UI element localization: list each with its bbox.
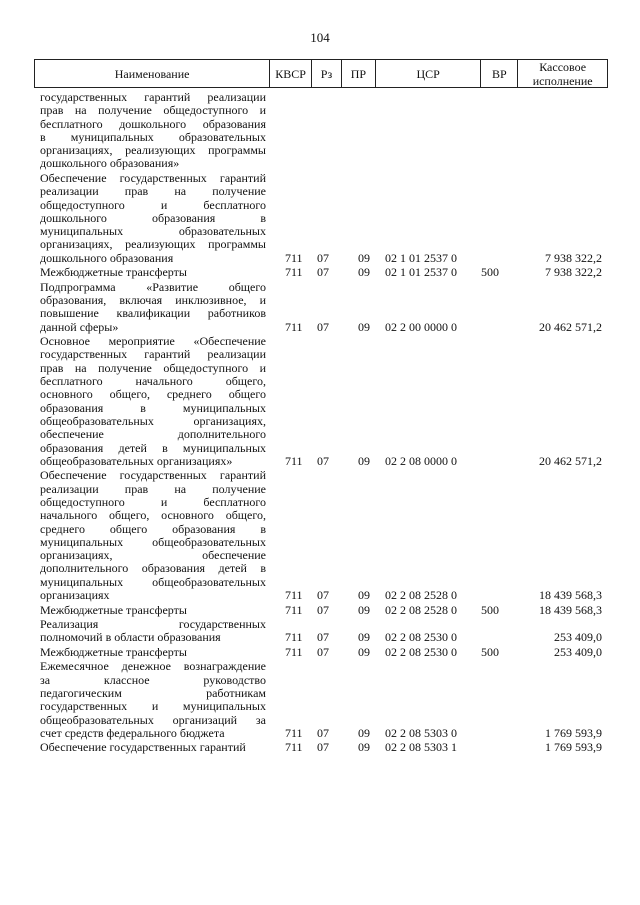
row-name-line: счет средств федерального бюджета xyxy=(40,725,225,740)
row-amount: 253 409,0 xyxy=(554,644,602,659)
row-name xyxy=(40,91,266,171)
row-rz: 07 xyxy=(317,644,329,659)
row-name-line: за классное руководство xyxy=(40,672,266,687)
row-pr: 09 xyxy=(358,453,370,468)
column-header-vr: ВР xyxy=(480,60,517,87)
row-name-line: Реализация государственных xyxy=(40,617,266,632)
row-kvsr: 711 xyxy=(285,740,303,755)
row-name-line: Подпрограмма «Развитие общего xyxy=(40,279,266,294)
row-csr: 02 2 08 5303 1 xyxy=(385,740,457,755)
row-kvsr: 711 xyxy=(285,725,303,740)
row-name-line: общедоступного и бесплатного xyxy=(40,494,266,509)
row-kvsr: 711 xyxy=(285,250,303,265)
table-row xyxy=(40,741,602,754)
row-name-line: Основное мероприятие «Обеспечение xyxy=(40,334,266,349)
row-rz: 07 xyxy=(317,602,329,617)
row-name-line: государственных гарантий реализации xyxy=(40,347,266,362)
row-name-line: образования детей в муниципальных xyxy=(40,440,266,455)
row-kvsr: 711 xyxy=(285,265,303,280)
row-name-line: педагогическим работникам xyxy=(40,685,266,700)
table-row xyxy=(40,281,602,334)
row-name xyxy=(40,660,266,740)
row-kvsr: 711 xyxy=(285,453,303,468)
row-name xyxy=(40,618,266,645)
table-row xyxy=(40,266,602,279)
row-name-line: повышение квалификации работников xyxy=(40,306,266,321)
row-name-line: муниципальных образовательных xyxy=(40,224,266,239)
row-amount: 7 938 322,2 xyxy=(545,265,602,280)
row-name-line: реализации прав на получение xyxy=(40,184,266,199)
row-name-line: прав на получение общедоступного и xyxy=(40,360,266,375)
row-rz: 07 xyxy=(317,740,329,755)
row-name-line: Межбюджетные трансферты xyxy=(40,644,187,659)
row-name-line: государственных и муниципальных xyxy=(40,699,266,714)
row-name xyxy=(40,335,266,468)
row-name xyxy=(40,172,266,265)
table-row xyxy=(40,618,602,645)
row-name-line: общеобразовательных организациях» xyxy=(40,453,233,468)
row-name-line: Обеспечение государственных гарантий xyxy=(40,171,266,185)
row-name-line: Обеспечение государственных гарантий xyxy=(40,468,266,483)
table-row xyxy=(40,469,602,602)
row-name xyxy=(40,604,266,617)
column-header-kvsr: КВСР xyxy=(269,60,311,87)
row-name-line: общеобразовательных организаций за xyxy=(40,712,266,727)
row-pr: 09 xyxy=(358,250,370,265)
row-name-line: дополнительного образования детей в xyxy=(40,561,266,576)
row-name-line: общедоступного и бесплатного xyxy=(40,197,266,212)
row-csr: 02 2 00 0000 0 xyxy=(385,319,457,334)
row-rz: 07 xyxy=(317,630,329,645)
row-csr: 02 2 08 2528 0 xyxy=(385,602,457,617)
row-rz: 07 xyxy=(317,265,329,280)
row-amount: 1 769 593,9 xyxy=(545,740,602,755)
row-name-line: государственных гарантий реализации xyxy=(40,90,266,104)
table-row xyxy=(40,335,602,468)
row-kvsr: 711 xyxy=(285,630,303,645)
column-header-amount-line-2: исполнение xyxy=(532,73,593,88)
row-name-line: прав на получение общедоступного и xyxy=(40,103,266,118)
row-name-line: организациях xyxy=(40,588,110,603)
row-csr: 02 2 08 2530 0 xyxy=(385,644,457,659)
row-csr: 02 2 08 0000 0 xyxy=(385,453,457,468)
row-name xyxy=(40,469,266,602)
row-pr: 09 xyxy=(358,602,370,617)
row-amount: 18 439 568,3 xyxy=(539,588,602,603)
row-name-line: образования в муниципальных xyxy=(40,400,266,415)
row-name-line: среднего общего образования в xyxy=(40,521,266,536)
row-name-line: Ежемесячное денежное вознаграждение xyxy=(40,659,266,674)
row-csr: 02 1 01 2537 0 xyxy=(385,265,457,280)
row-name-line: основного общего, среднего общего xyxy=(40,387,266,402)
row-amount: 20 462 571,2 xyxy=(539,319,602,334)
row-pr: 09 xyxy=(358,630,370,645)
table-row xyxy=(40,172,602,265)
column-header-amount-line-1: Кассовое xyxy=(539,59,587,74)
row-name-line: дошкольного образования в xyxy=(40,210,266,225)
table-row xyxy=(40,604,602,617)
row-pr: 09 xyxy=(358,740,370,755)
row-name-line: дошкольного образования xyxy=(40,250,174,265)
row-name-line: реализации прав на получение xyxy=(40,481,266,496)
row-amount: 18 439 568,3 xyxy=(539,602,602,617)
column-header-name: Наименование xyxy=(114,66,190,81)
row-kvsr: 711 xyxy=(285,319,303,334)
row-vr: 500 xyxy=(481,644,499,659)
row-name-line: Обеспечение государственных гарантий xyxy=(40,740,246,755)
row-name-line: начального общего, основного общего, xyxy=(40,508,266,523)
row-pr: 09 xyxy=(358,319,370,334)
row-rz: 07 xyxy=(317,588,329,603)
row-name-line: организациях, реализующих программы xyxy=(40,143,266,158)
row-name-line: Межбюджетные трансферты xyxy=(40,265,187,280)
page-number: 104 xyxy=(310,30,330,45)
row-pr: 09 xyxy=(358,588,370,603)
row-vr: 500 xyxy=(481,265,499,280)
row-pr: 09 xyxy=(358,644,370,659)
row-name-line: полномочий в области образования xyxy=(40,630,221,645)
row-pr: 09 xyxy=(358,265,370,280)
row-amount: 1 769 593,9 xyxy=(545,725,602,740)
row-csr: 02 2 08 2528 0 xyxy=(385,588,457,603)
row-name-line: бесплатного дошкольного образования xyxy=(40,116,266,131)
column-header-csr: ЦСР xyxy=(375,60,481,87)
row-csr: 02 2 08 2530 0 xyxy=(385,630,457,645)
row-rz: 07 xyxy=(317,725,329,740)
table-row xyxy=(40,646,602,659)
row-amount: 7 938 322,2 xyxy=(545,250,602,265)
row-amount: 20 462 571,2 xyxy=(539,453,602,468)
row-name xyxy=(40,281,266,334)
row-csr: 02 1 01 2537 0 xyxy=(385,250,457,265)
column-header-pr: ПР xyxy=(341,60,375,87)
row-kvsr: 711 xyxy=(285,588,303,603)
row-rz: 07 xyxy=(317,453,329,468)
column-header-amount xyxy=(517,60,607,87)
row-csr: 02 2 08 5303 0 xyxy=(385,725,457,740)
table-header xyxy=(34,59,608,88)
row-name-line: Межбюджетные трансферты xyxy=(40,602,187,617)
row-kvsr: 711 xyxy=(285,602,303,617)
row-name-line: организациях, реализующих программы xyxy=(40,237,266,252)
column-header-rz: Рз xyxy=(311,60,341,87)
row-rz: 07 xyxy=(317,319,329,334)
row-amount: 253 409,0 xyxy=(554,630,602,645)
row-name-line: организациях, обеспечение xyxy=(40,548,266,563)
row-name xyxy=(40,741,266,754)
row-name-line: общеобразовательных организациях, xyxy=(40,413,266,428)
row-name xyxy=(40,266,266,279)
row-name-line: в муниципальных образовательных xyxy=(40,129,266,144)
row-vr: 500 xyxy=(481,602,499,617)
row-pr: 09 xyxy=(358,725,370,740)
row-name-line: обеспечение дополнительного xyxy=(40,427,266,442)
row-name-line: образования, включая инклюзивное, и xyxy=(40,293,266,308)
row-name-line: муниципальных общеобразовательных xyxy=(40,574,266,589)
table-row xyxy=(40,660,602,740)
row-rz: 07 xyxy=(317,250,329,265)
table-row xyxy=(40,91,602,171)
row-name-line: бесплатного начального общего, xyxy=(40,374,266,389)
row-name-line: данной сферы» xyxy=(40,319,119,334)
row-name-line: дошкольного образования» xyxy=(40,156,180,171)
row-name xyxy=(40,646,266,659)
row-kvsr: 711 xyxy=(285,644,303,659)
row-name-line: муниципальных общеобразовательных xyxy=(40,534,266,549)
